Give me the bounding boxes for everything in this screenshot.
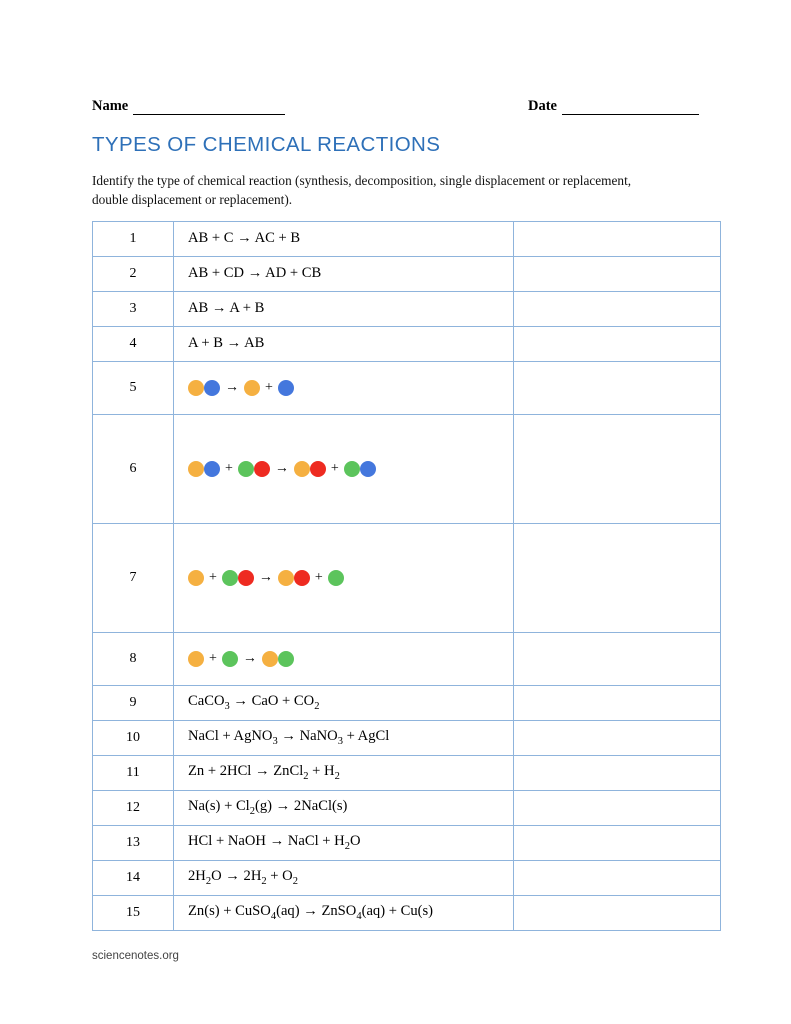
atom-green-icon	[278, 651, 294, 667]
reaction-equation: CaCO$_3$ → CaO + $CO_2$	[174, 685, 514, 720]
molecule-group	[244, 380, 260, 396]
reaction-equation: $Na(s) + Cl_2(g)$ → 2NaCl(s)	[174, 790, 514, 825]
atom-orange-icon	[278, 570, 294, 586]
arrow-operator: →	[225, 379, 239, 395]
molecule-group	[262, 651, 294, 667]
molecule-diagram	[188, 647, 513, 671]
row-number: 12	[93, 790, 174, 825]
molecule-group	[188, 380, 220, 396]
row-number: 8	[93, 632, 174, 685]
plus-operator: +	[209, 569, 217, 585]
plus-operator: +	[225, 460, 233, 476]
atom-green-icon	[328, 570, 344, 586]
table-row	[93, 361, 721, 414]
molecule-group	[328, 570, 344, 586]
row-number: 15	[93, 895, 174, 930]
atom-blue-icon	[204, 380, 220, 396]
reaction-equation	[174, 414, 514, 523]
answer-cell[interactable]	[514, 414, 721, 523]
atom-blue-icon	[278, 380, 294, 396]
date-label: Date	[528, 98, 557, 114]
atom-orange-icon	[262, 651, 278, 667]
arrow-operator: →	[242, 650, 257, 666]
atom-red-icon	[310, 461, 326, 477]
plus-operator: +	[330, 460, 339, 476]
reaction-equation	[174, 523, 514, 632]
answer-cell[interactable]	[514, 221, 721, 256]
row-number: 3	[93, 291, 174, 326]
atom-blue-icon	[204, 461, 220, 477]
reaction-equation: A + B → AB	[174, 326, 514, 361]
table-row	[93, 326, 721, 361]
atom-green-icon	[222, 570, 238, 586]
date-write-line[interactable]	[562, 103, 699, 115]
molecule-group	[278, 380, 294, 396]
molecule-group	[188, 461, 220, 477]
table-row	[93, 291, 721, 326]
table-row	[93, 523, 721, 632]
reaction-equation: HCl + NaOH → NaCl + $H_2O$	[174, 825, 514, 860]
table-row	[93, 685, 721, 720]
molecule-group	[344, 461, 376, 477]
answer-cell[interactable]	[514, 895, 721, 930]
answer-cell[interactable]	[514, 790, 721, 825]
table-row	[93, 825, 721, 860]
answer-cell[interactable]	[514, 720, 721, 755]
molecule-group	[278, 570, 310, 586]
molecule-group	[222, 570, 254, 586]
atom-orange-icon	[188, 570, 204, 586]
answer-cell[interactable]	[514, 825, 721, 860]
reaction-equation: $2H_2O \to 2H_2 + O_2$	[174, 860, 514, 895]
plus-operator: +	[265, 379, 273, 395]
molecule-diagram	[188, 566, 513, 590]
row-number: 2	[93, 256, 174, 291]
arrow-operator: →	[258, 569, 273, 585]
row-number: 6	[93, 414, 174, 523]
atom-orange-icon	[294, 461, 310, 477]
row-number: 5	[93, 361, 174, 414]
arrow-operator: →	[274, 460, 289, 476]
molecule-group	[188, 651, 204, 667]
molecule-group	[222, 651, 238, 667]
name-write-line[interactable]	[133, 103, 285, 115]
atom-green-icon	[238, 461, 254, 477]
plus-operator: +	[209, 650, 217, 666]
answer-cell[interactable]	[514, 256, 721, 291]
plus-operator: +	[314, 569, 323, 585]
molecule-diagram	[188, 457, 513, 481]
row-number: 4	[93, 326, 174, 361]
row-number: 1	[93, 221, 174, 256]
table-row	[93, 755, 721, 790]
atom-orange-icon	[244, 380, 260, 396]
atom-orange-icon	[188, 380, 204, 396]
date-field[interactable]	[528, 98, 699, 115]
atom-green-icon	[222, 651, 238, 667]
molecule-diagram	[188, 376, 513, 400]
row-number: 9	[93, 685, 174, 720]
atom-green-icon	[344, 461, 360, 477]
atom-red-icon	[254, 461, 270, 477]
reaction-equation: AB → A + B	[174, 291, 514, 326]
atom-orange-icon	[188, 651, 204, 667]
atom-orange-icon	[188, 461, 204, 477]
row-number: 14	[93, 860, 174, 895]
row-number: 7	[93, 523, 174, 632]
name-label: Name	[92, 98, 129, 114]
reaction-equation: Zn(s) + CuSO$_4$(aq) → ZnSO$_4$(aq) + Cu(s)	[174, 895, 514, 930]
table-row	[93, 790, 721, 825]
row-number: 13	[93, 825, 174, 860]
answer-cell[interactable]	[514, 291, 721, 326]
atom-red-icon	[294, 570, 310, 586]
table-row	[93, 256, 721, 291]
row-number: 11	[93, 755, 174, 790]
answer-cell[interactable]	[514, 860, 721, 895]
worksheet-content	[92, 98, 699, 931]
molecule-group	[188, 570, 204, 586]
table-row	[93, 414, 721, 523]
answer-cell[interactable]	[514, 685, 721, 720]
footer-source: sciencenotes.org	[92, 950, 179, 962]
reactions-table	[92, 221, 721, 931]
atom-red-icon	[238, 570, 254, 586]
answer-cell[interactable]	[514, 755, 721, 790]
reaction-equation: Zn + 2HCl → ZnCl$_2$ + $H_2$	[174, 755, 514, 790]
reaction-equation: AB + C → AC + B	[174, 221, 514, 256]
reaction-equation	[174, 632, 514, 685]
answer-cell[interactable]	[514, 326, 721, 361]
table-row	[93, 895, 721, 930]
reaction-equation: AB + CD → AD + CB	[174, 256, 514, 291]
name-field[interactable]	[92, 98, 285, 115]
table-row	[93, 860, 721, 895]
reaction-equation	[174, 361, 514, 414]
answer-cell[interactable]	[514, 523, 721, 632]
molecule-group	[294, 461, 326, 477]
answer-cell[interactable]	[514, 632, 721, 685]
header-row	[92, 98, 699, 115]
table-row	[93, 221, 721, 256]
row-number: 10	[93, 720, 174, 755]
table-row	[93, 632, 721, 685]
molecule-group	[238, 461, 270, 477]
page-title: TYPES OF CHEMICAL REACTIONS	[92, 133, 441, 156]
reaction-equation: NaCl + AgNO$_3$ → NaNO$_3$ + AgCl	[174, 720, 514, 755]
table-row	[93, 720, 721, 755]
atom-blue-icon	[360, 461, 376, 477]
answer-cell[interactable]	[514, 361, 721, 414]
instructions-text: Identify the type of chemical reaction (synthesis, decomposition, single displacement or replacement, double displacement or replacement).	[92, 173, 632, 208]
